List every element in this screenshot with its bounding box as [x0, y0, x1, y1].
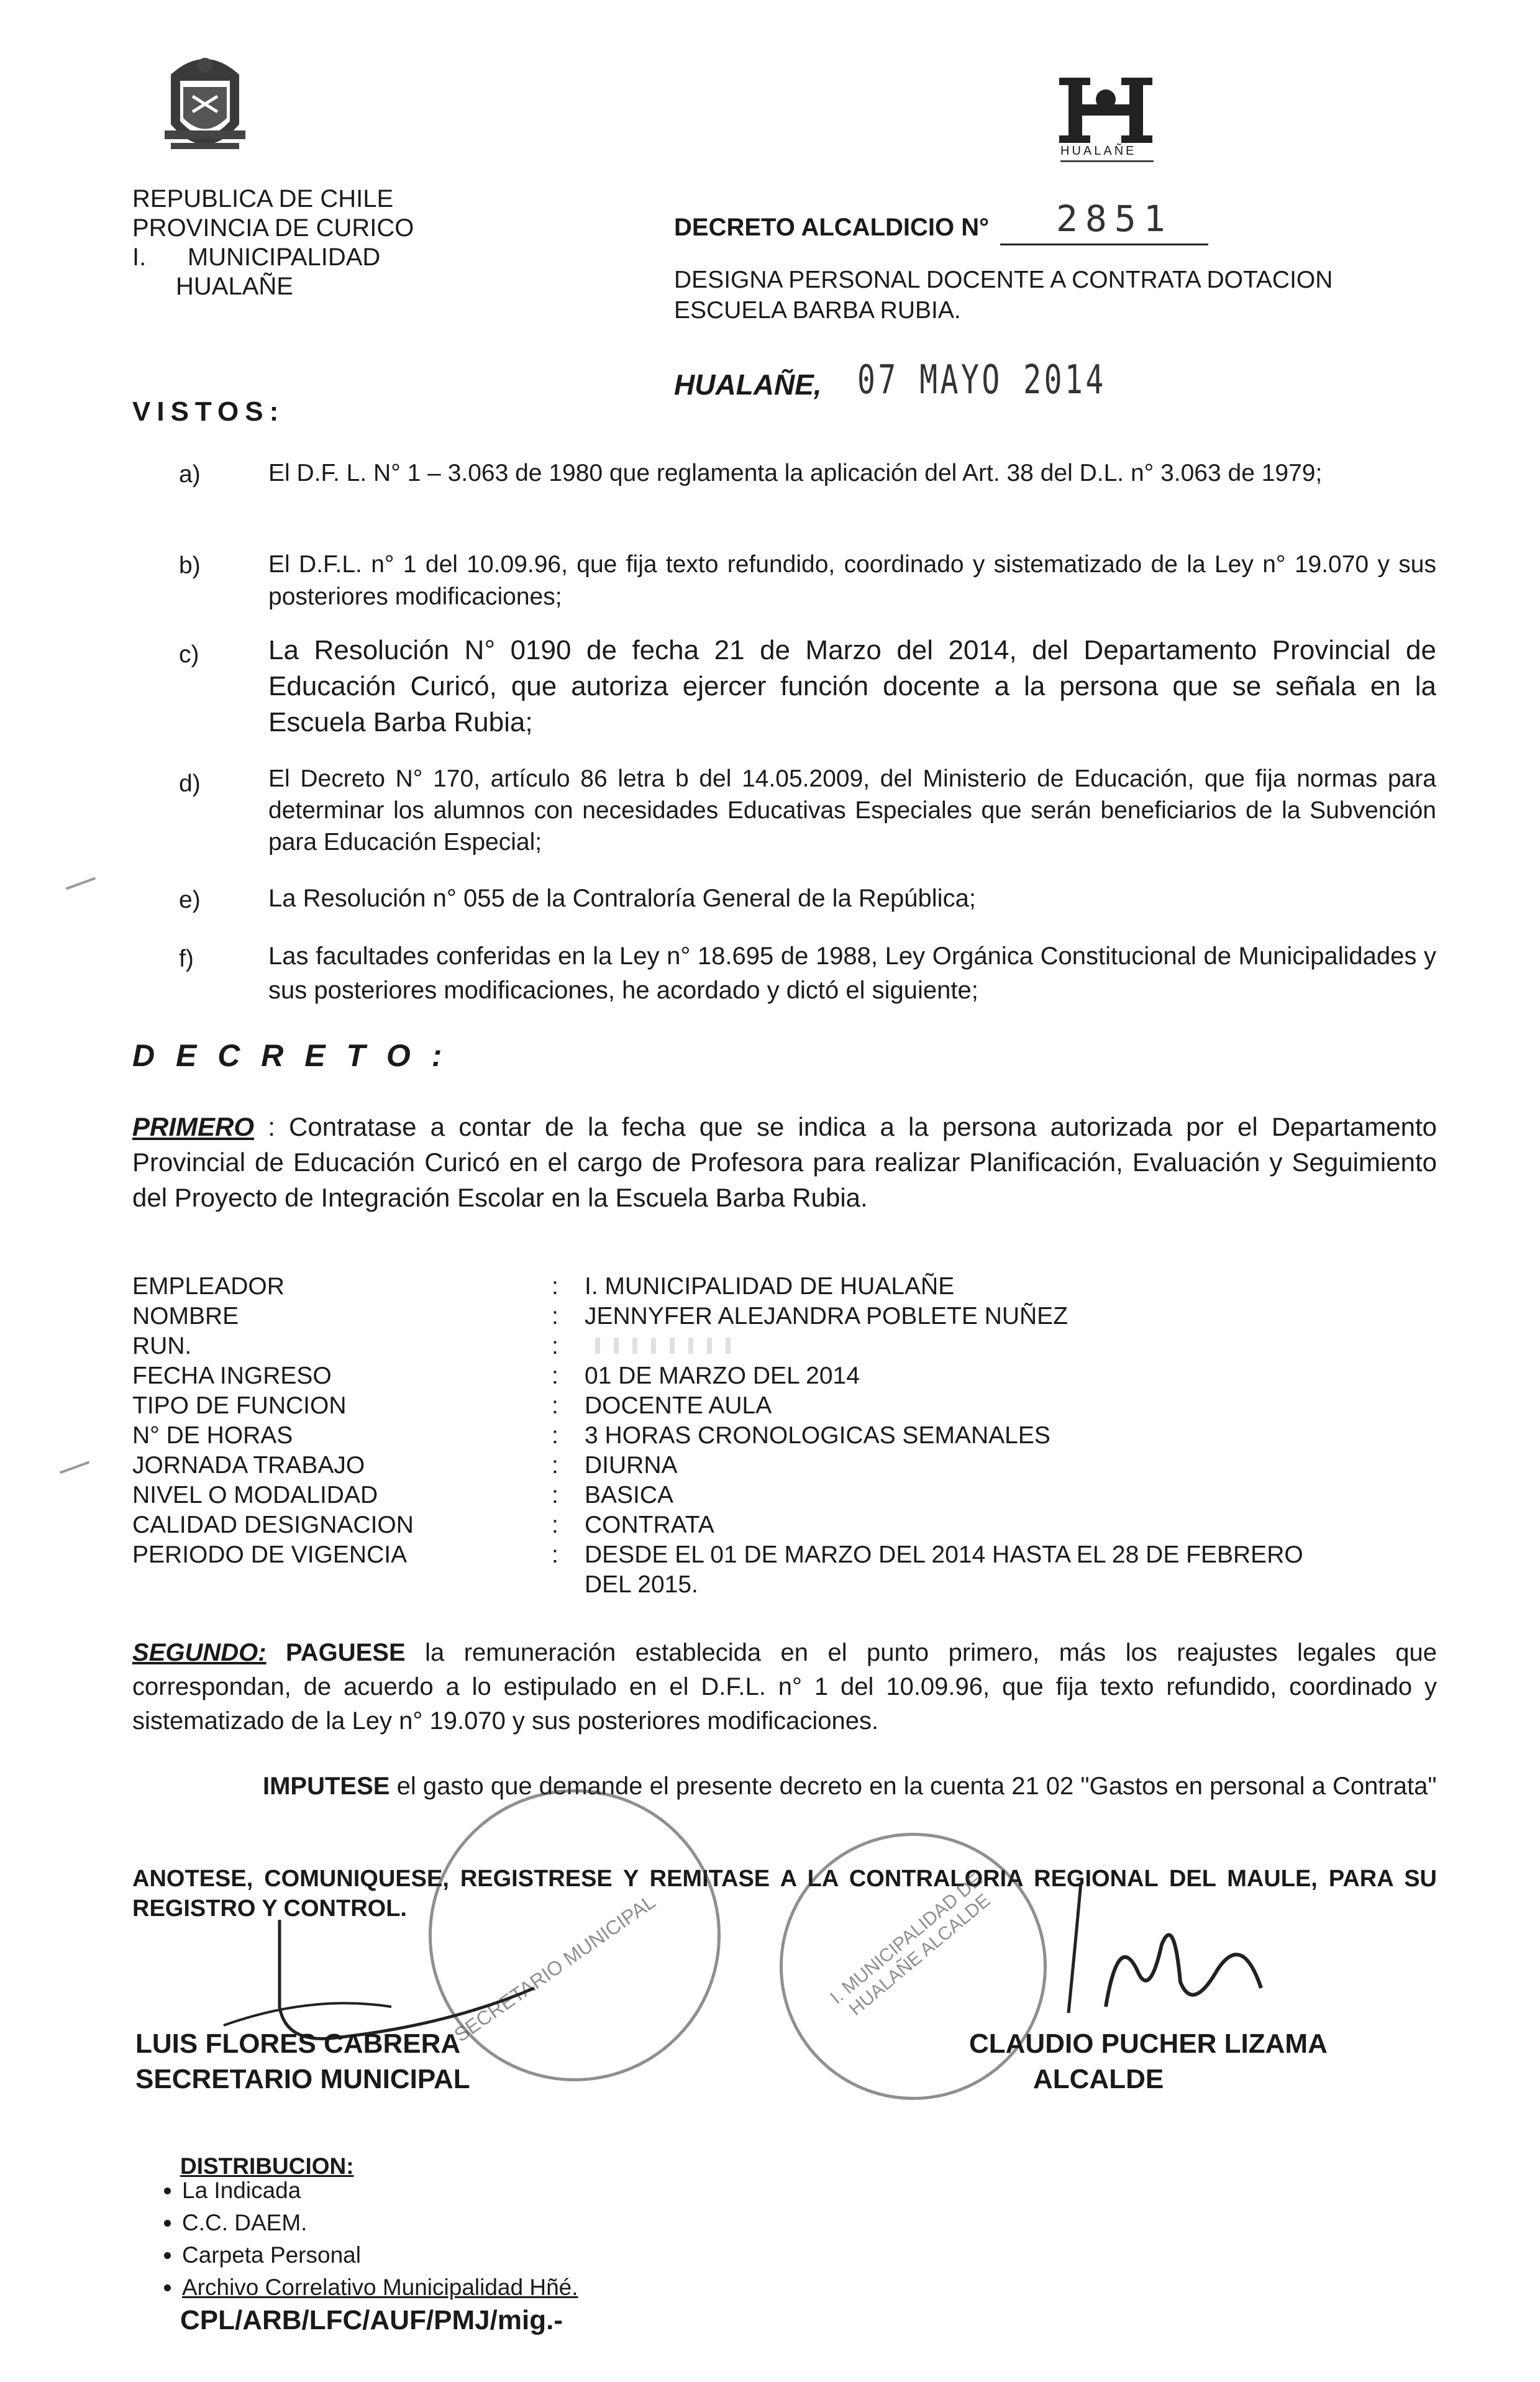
- header-left-line-1: REPUBLICA DE CHILE: [132, 185, 394, 212]
- table-value: BASICA: [585, 1482, 674, 1508]
- table-colon: :: [552, 1273, 558, 1300]
- list-item: • Archivo Correlativo Municipalidad Hñé.: [182, 2271, 578, 2304]
- table-value-continuation: DEL 2015.: [585, 1571, 698, 1598]
- table-label: EMPLEADOR: [132, 1273, 285, 1300]
- vistos-text-b: El D.F.L. n° 1 del 10.09.96, que fija texto refundido, coordinado y sistematizado de la Ley n° 19.070 y sus posteriores modificaciones;: [268, 551, 1436, 610]
- decree-number-line: [1000, 244, 1208, 245]
- secretary-name: LUIS FLORES CABRERA: [135, 2028, 461, 2059]
- imputese-text: el gasto que demande el presente decreto en la cuenta 21 02 "Gastos en personal a Contrata": [396, 1773, 1437, 1800]
- table-label: TIPO DE FUNCION: [132, 1392, 347, 1419]
- header-left-line-3: I. MUNICIPALIDAD: [132, 244, 381, 271]
- mayor-name: CLAUDIO PUCHER LIZAMA: [969, 2028, 1328, 2059]
- mayor-signature-icon: [1056, 1876, 1367, 2038]
- table-value: JENNYFER ALEJANDRA POBLETE NUÑEZ: [585, 1303, 1068, 1330]
- vistos-letter-c: c): [179, 641, 199, 668]
- list-item: • La Indicada: [182, 2174, 578, 2207]
- distribution-title: DISTRIBUCION:: [180, 2153, 354, 2179]
- segundo-bold: PAGUESE: [286, 1639, 406, 1666]
- vistos-text-a: El D.F. L. N° 1 – 3.063 de 1980 que reglamenta la aplicación del Art. 38 del D.L. n° 3.063 de 1979;: [268, 460, 1323, 486]
- redacted-run: [595, 1338, 744, 1354]
- margin-mark: [66, 877, 96, 890]
- list-item: • C.C. DAEM.: [182, 2207, 578, 2239]
- distribution-list: [145, 2174, 578, 2304]
- table-value: DIURNA: [585, 1452, 678, 1479]
- mayor-title: ALCALDE: [1033, 2064, 1164, 2094]
- table-label: RUN.: [132, 1333, 192, 1359]
- table-value: 3 HORAS CRONOLOGICAS SEMANALES: [585, 1422, 1050, 1449]
- table-colon: :: [552, 1392, 558, 1419]
- date-stamp: 07 MAYO 2014: [857, 357, 1106, 403]
- decree-label: DECRETO ALCALDICIO N°: [674, 214, 990, 241]
- vistos-letter-e: e): [179, 887, 201, 913]
- table-label: PERIODO DE VIGENCIA: [132, 1541, 408, 1568]
- vistos-letter-f: f): [179, 946, 194, 972]
- segundo-paragraph: [132, 1636, 1437, 1738]
- segundo-label: SEGUNDO:: [132, 1639, 267, 1666]
- table-label: NIVEL O MODALIDAD: [132, 1482, 378, 1508]
- vistos-text-c: La Resolución N° 0190 de fecha 21 de Marzo del 2014, del Departamento Provincial de Educación Curicó, que autoriza ejercer función docente a la persona que se señala en la Escuela Barba Rubia;: [268, 635, 1436, 737]
- primero-text: : Contratase a contar de la fecha que se indica a la persona autorizada por el Departamento Provincial de Educación Curicó en el cargo de Profesora para realizar Planificación, Evaluación y Seguimiento del Proyecto de Integración Escolar en la Escuela Barba Rubia.: [132, 1112, 1437, 1212]
- table-label: FECHA INGRESO: [132, 1362, 332, 1389]
- mayor-stamp-text: I. MUNICIPALIDAD DE HUALAÑE ALCALDE: [826, 1869, 995, 2020]
- primero-label: PRIMERO: [132, 1112, 255, 1141]
- table-value: DESDE EL 01 DE MARZO DEL 2014 HASTA EL 28 DE FEBRERO: [585, 1541, 1303, 1568]
- coat-of-arms-icon: [158, 50, 252, 165]
- table-label: CALIDAD DESIGNACION: [132, 1512, 414, 1538]
- table-value: 01 DE MARZO DEL 2014: [585, 1362, 860, 1389]
- table-colon: :: [552, 1452, 558, 1479]
- table-colon: :: [552, 1422, 558, 1449]
- decree-place: HUALAÑE,: [674, 368, 822, 401]
- table-value: DOCENTE AULA: [585, 1392, 772, 1419]
- vistos-letter-b: b): [179, 552, 201, 579]
- segundo-text: la remuneración establecida en el punto primero, más los reajustes legales que correspondan, de acuerdo a lo estipulado en el D.F.L. n° 1 del 10.09.96, que fija texto refundido, coordinado y sistematizado de la Ley n° 19.070 y sus posteriores modificaciones.: [132, 1639, 1437, 1735]
- vistos-text-f: Las facultades conferidas en la Ley n° 18.695 de 1988, Ley Orgánica Constitucional de Municipalidades y sus posteriores modificaciones, he acordado y dictó el siguiente;: [268, 942, 1436, 1004]
- header-left-line-4: HUALAÑE: [176, 273, 293, 300]
- secretary-title: SECRETARIO MUNICIPAL: [135, 2064, 470, 2094]
- secretary-stamp-text: SECRETARIO MUNICIPAL: [450, 1890, 660, 2047]
- table-value: I. MUNICIPALIDAD DE HUALAÑE: [585, 1273, 955, 1300]
- table-colon: :: [552, 1333, 558, 1359]
- table-colon: :: [552, 1482, 558, 1508]
- closing-paragraph: ANOTESE, COMUNIQUESE, REGISTRESE Y REMITASE A LA CONTRALORIA REGIONAL DEL MAULE, PARA SU REGISTRO Y CONTROL.: [132, 1866, 1437, 1922]
- table-colon: :: [552, 1541, 558, 1568]
- decreto-title: D E C R E T O :: [132, 1038, 449, 1073]
- table-label: JORNADA TRABAJO: [132, 1452, 365, 1479]
- distribution-initials: CPL/ARB/LFC/AUF/PMJ/mig.-: [180, 2305, 563, 2335]
- vistos-title: VISTOS:: [132, 396, 285, 427]
- decree-number: 2851: [1056, 198, 1173, 240]
- vistos-letter-a: a): [179, 461, 201, 488]
- decree-subject: DESIGNA PERSONAL DOCENTE A CONTRATA DOTACION ESCUELA BARBA RUBIA.: [674, 267, 1333, 324]
- table-label: N° DE HORAS: [132, 1422, 293, 1449]
- logo-text: HUALAÑE: [1060, 144, 1137, 158]
- vistos-letter-d: d): [179, 770, 201, 797]
- vistos-text-d: El Decreto N° 170, artículo 86 letra b del 14.05.2009, del Ministerio de Educación, que fija normas para determinar los alumnos con necesidades Educativas Especiales que serán beneficiarios de la Subvención para Educación Especial;: [268, 765, 1436, 856]
- table-colon: :: [552, 1362, 558, 1389]
- primero-paragraph: [132, 1109, 1437, 1215]
- margin-mark: [60, 1461, 89, 1474]
- table-colon: :: [552, 1512, 558, 1538]
- logo-underline: [1060, 160, 1154, 162]
- vistos-text-e: La Resolución n° 055 de la Contraloría General de la República;: [268, 885, 976, 912]
- hualane-logo-icon: [1056, 75, 1155, 149]
- table-colon: :: [552, 1303, 558, 1330]
- header-left-line-2: PROVINCIA DE CURICO: [132, 214, 414, 242]
- list-item: • Carpeta Personal: [182, 2239, 578, 2271]
- table-label: NOMBRE: [132, 1303, 239, 1330]
- table-value: CONTRATA: [585, 1512, 714, 1538]
- imputese-bold: IMPUTESE: [263, 1773, 390, 1800]
- imputese-paragraph: [132, 1769, 1437, 1804]
